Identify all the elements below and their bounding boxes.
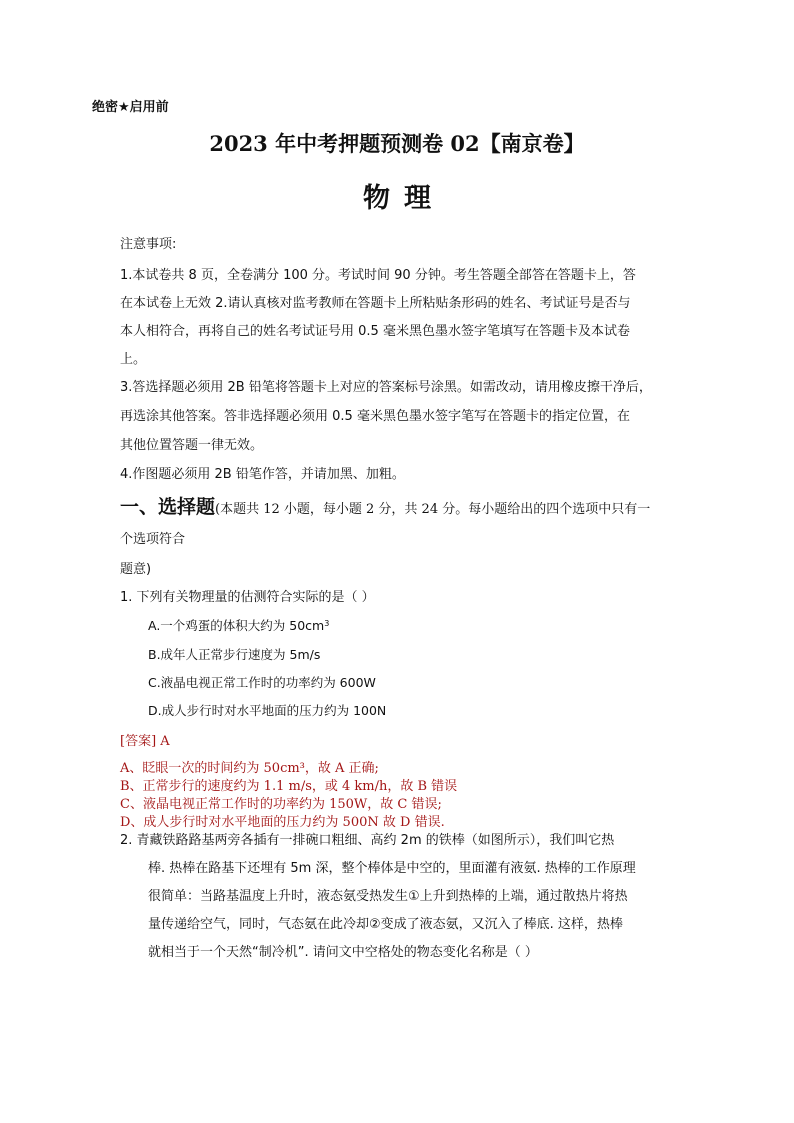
notice-line: 1.本试卷共 8 页，全卷满分 100 分。考试时间 90 分钟。考生答题全部答在答题卡上，答	[120, 268, 636, 283]
explanation-line: B、正常步行的速度约为 1.1 m/s，或 4 km/h，故 B 错误	[120, 779, 458, 794]
option-a-text: A.一个鸡蛋的体积大约为 50cm	[148, 618, 325, 633]
exam-title: 2023 年中考押题预测卷 02【南京卷】	[209, 131, 585, 156]
notice-line: 其他位置答题一律无效。	[120, 438, 264, 453]
question-2-line: 量传递给空气，同时，气态氨在此冷却②变成了液态氨，又沉入了棒底. 这样，热棒	[148, 917, 623, 932]
option-a	[148, 616, 329, 634]
option-b: B.成年人正常步行速度为 5m/s	[148, 647, 321, 662]
explanation-line: A、眨眼一次的时间约为 50cm³，故 A 正确;	[120, 761, 379, 776]
notice-line: 4.作图题必须用 2B 铅笔作答，并请加黑、加粗。	[120, 467, 405, 482]
notice-line: 再选涂其他答案。答非选择题必须用 0.5 毫米黑色墨水签字笔写在答题卡的指定位置，在	[120, 409, 630, 424]
option-a-superscript: 3	[324, 619, 330, 628]
section-heading-row	[120, 492, 650, 519]
section-intro: (本题共 12 小题，每小题 2 分，共 24 分。每小题给出的四个选项中只有一	[215, 502, 651, 517]
question-2-line: 棒. 热棒在路基下还埋有 5m 深，整个棒体是中空的，里面灌有液氨. 热棒的工作原理	[148, 861, 636, 876]
section-intro-cont: 题意)	[120, 562, 152, 577]
answer-label: [答案] A	[120, 734, 170, 749]
option-d: D.成人步行时对水平地面的压力约为 100N	[148, 703, 387, 718]
confidential-label: 绝密★启用前	[92, 100, 169, 115]
explanation-line: C、液晶电视正常工作时的功率约为 150W，故 C 错误;	[120, 797, 442, 812]
question-2-line: 很简单：当路基温度上升时，液态氨受热发生①上升到热棒的上端，通过散热片将热	[148, 889, 628, 904]
question-2-line: 就相当于一个天然“制冷机”. 请问文中空格处的物态变化名称是（ ）	[148, 945, 538, 960]
section-intro-cont: 个选项符合	[120, 532, 186, 547]
explanation-line: D、成人步行时对水平地面的压力约为 500N 故 D 错误.	[120, 815, 445, 830]
question-1-stem: 1. 下列有关物理量的估测符合实际的是（ ）	[120, 590, 375, 605]
notice-line: 3.答选择题必须用 2B 铅笔将答题卡上对应的答案标号涂黑。如需改动，请用橡皮擦干净后，	[120, 380, 652, 395]
notice-line: 在本试卷上无效 2.请认真核对监考教师在答题卡上所粘贴条形码的姓名、考试证号是否与	[120, 296, 631, 311]
section-heading: 一、选择题	[120, 496, 216, 518]
option-c: C.液晶电视正常工作时的功率约为 600W	[148, 675, 376, 690]
notice-heading: 注意事项:	[120, 237, 177, 252]
subject-title: 物理	[363, 183, 445, 214]
notice-line: 上。	[120, 352, 147, 367]
notice-line: 本人相符合，再将自己的姓名考试证号用 0.5 毫米黑色墨水签字笔填写在答题卡及本试卷	[120, 324, 630, 339]
question-2-line: 2. 青藏铁路路基两旁各插有一排碗口粗细、高约 2m 的铁棒（如图所示），我们叫它热	[120, 833, 615, 848]
